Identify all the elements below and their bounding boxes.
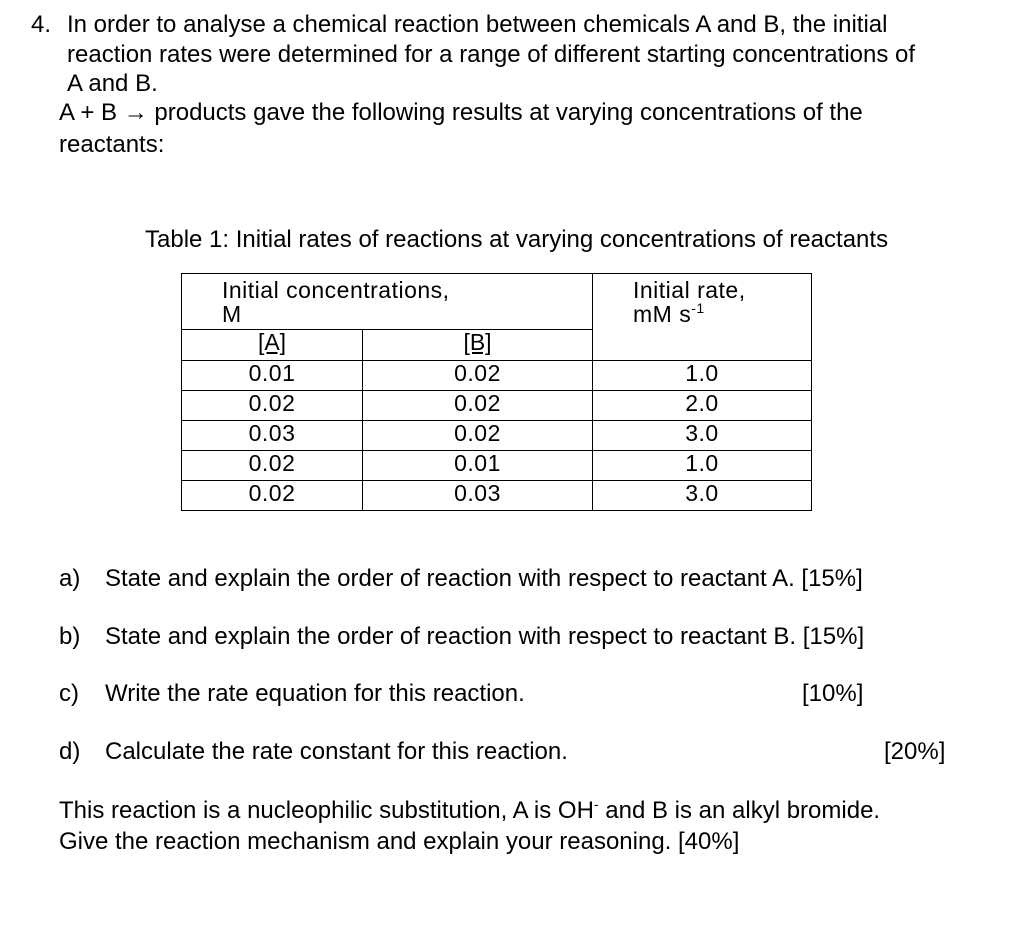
part-c-text: Write the rate equation for this reaction. [105,680,525,707]
column-a-header: [A] [182,330,363,361]
header-rate-unit: mM s [633,301,692,328]
part-b [59,625,864,649]
cell-a: 0.02 [182,391,363,421]
header-rate [593,274,812,361]
final-line-1-pre: This reaction is a nucleophilic substitution, A is OH [59,797,594,824]
reaction-line-1: A + B → products gave the following results at varying concentrations of the [59,99,863,126]
table-row [182,451,812,481]
part-c-label: c) [59,680,79,707]
cell-b: 0.02 [363,361,593,391]
cell-rate: 2.0 [593,391,812,421]
hydroxide-charge: - [593,796,599,812]
table-row [182,391,812,421]
reaction-line-2: reactants: [59,131,165,158]
cell-a: 0.02 [182,481,363,511]
final-line-2: Give the reaction mechanism and explain your reasoning. [40%] [59,828,740,855]
cell-a: 0.03 [182,421,363,451]
part-b-label: b) [59,623,81,650]
intro-line-1: In order to analyse a chemical reaction between chemicals A and B, the initial [67,11,888,38]
table-row [182,421,812,451]
cell-a: 0.02 [182,451,363,481]
header-conc-line2: M [222,301,242,328]
cell-b: 0.03 [363,481,593,511]
header-rate-exponent: -1 [691,300,705,317]
header-conc-line1: Initial concentrations, [222,277,450,303]
column-b-header: [B] [363,330,593,361]
cell-b: 0.02 [363,421,593,451]
cell-b: 0.01 [363,451,593,481]
question-number: 4. [31,11,52,38]
part-d [59,740,568,764]
part-a-label: a) [59,565,81,592]
part-b-text: State and explain the order of reaction with respect to reactant B. [15%] [105,623,865,650]
cell-rate: 1.0 [593,451,812,481]
part-c [59,682,525,706]
cell-a: 0.01 [182,361,363,391]
part-a [59,567,863,591]
part-d-text: Calculate the rate constant for this reaction. [105,738,568,765]
table-row [182,361,812,391]
cell-b: 0.02 [363,391,593,421]
cell-rate: 3.0 [593,421,812,451]
table-row [182,481,812,511]
final-line-1-post: and B is an alkyl bromide. [598,797,881,824]
intro-line-3: A and B. [67,70,158,97]
cell-rate: 1.0 [593,361,812,391]
rates-table [181,273,812,511]
header-concentrations [182,274,593,330]
table-caption: Table 1: Initial rates of reactions at varying concentrations of reactants [145,226,889,253]
intro-line-2: reaction rates were determined for a range of different starting concentrations of [67,41,916,68]
part-c-mark: [10%] [802,680,864,707]
final-line-1 [59,796,881,824]
cell-rate: 3.0 [593,481,812,511]
part-a-text: State and explain the order of reaction with respect to reactant A. [15%] [105,565,863,592]
header-rate-line1: Initial rate, [633,277,746,303]
part-d-label: d) [59,738,81,765]
part-d-mark: [20%] [884,738,946,765]
